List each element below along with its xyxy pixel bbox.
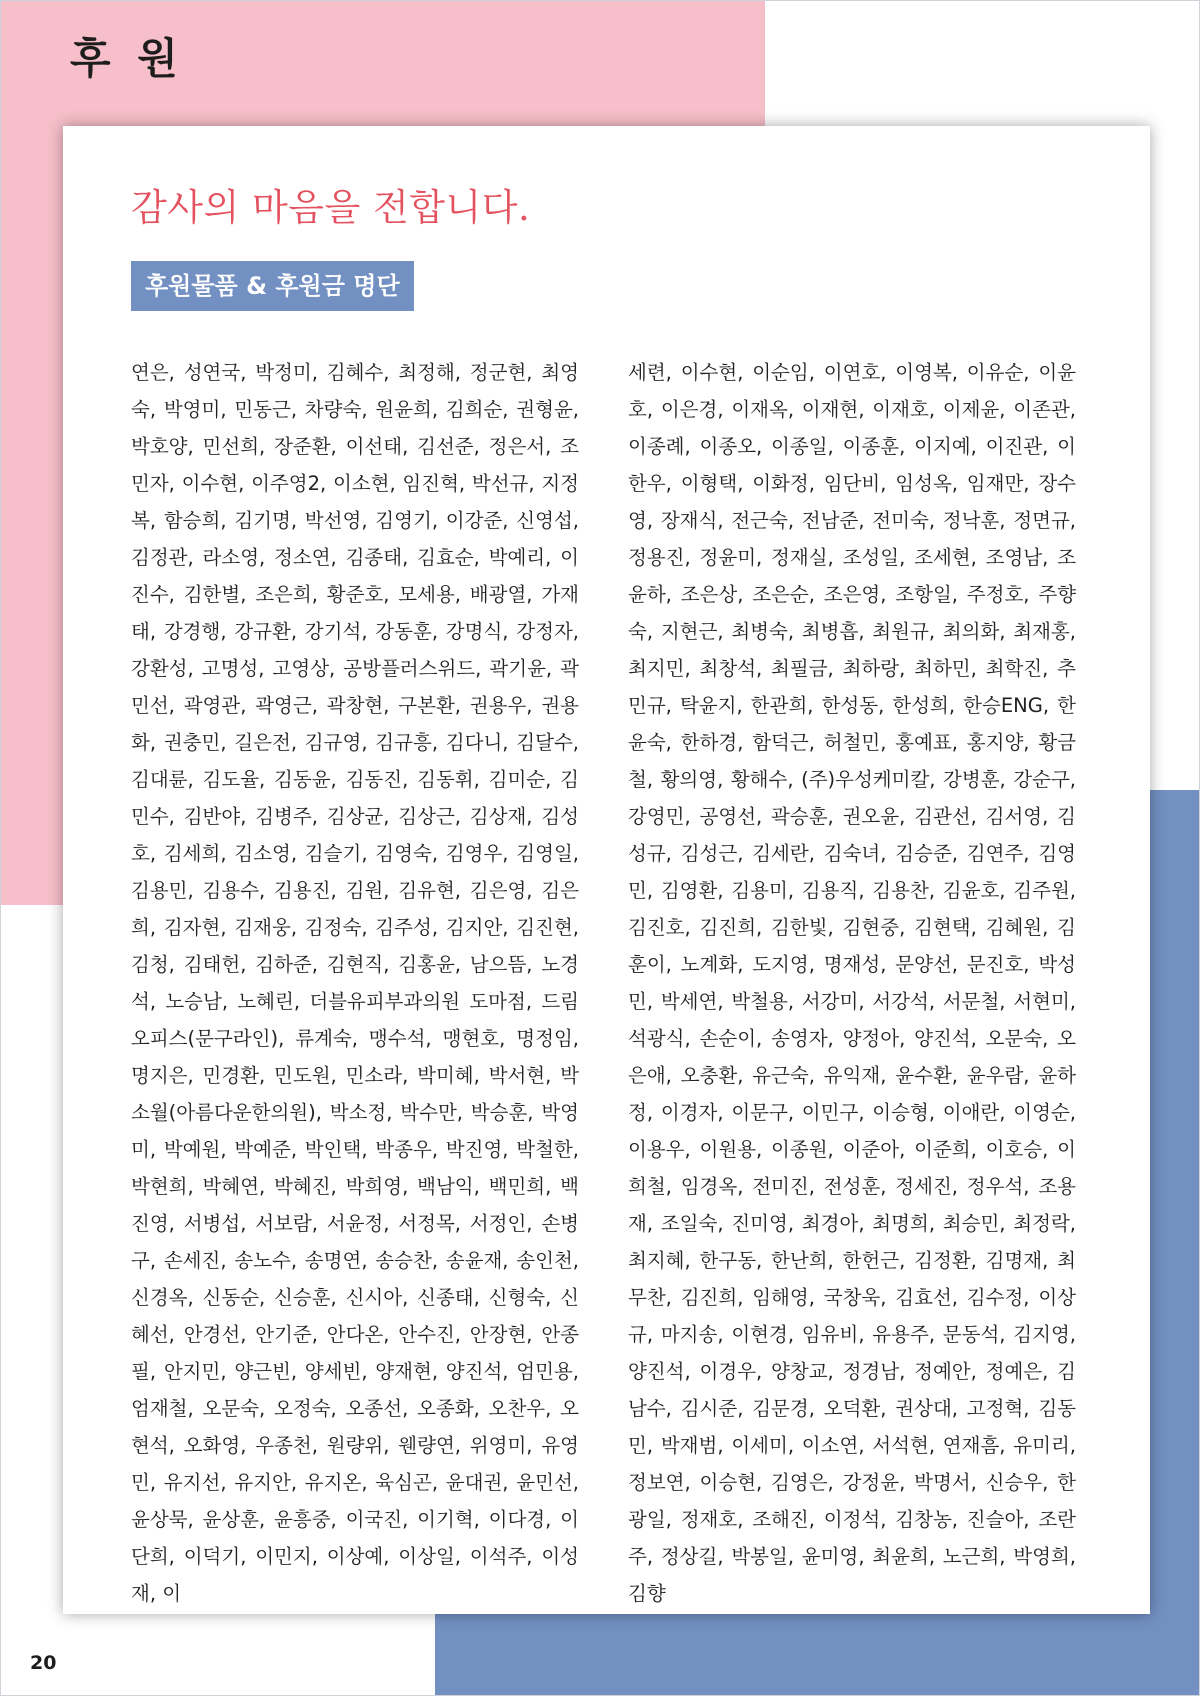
donor-list-left-column: 연은, 성연국, 박정미, 김혜수, 최정해, 정군현, 최영숙, 박영미, 민동근, 차량숙, 원윤희, 김희순, 권형윤, 박호양, 민선희, 장준환, 이선태, 김선준, 정은서, 조민자, 이수현, 이주영2, 이소현, 임진혁, 박선규, 지정복, 함승희, 김기명, 박선영, 김영기, 이강준, 신영섭, 김정관, 라소영, 정소연, 김종태, 김효순, 박예리, 이진수, 김한별, 조은희, 황준호, 모세용, 배광열, 가재태, 강경행, 강규환, 강기석, 강동훈, 강명식, 강정자, 강환성, 고명성, 고영상, 공방플러스위드, 곽기윤, 곽민선, 곽영관, 곽영근, 곽창현, 구본환, 권용우, 권용화, 권충민, 길은전, 김규영, 김규흥, 김다니, 김달수, 김대륜, 김도율, 김동윤, 김동진, 김동휘, 김미순, 김민수, 김반야, 김병주, 김상균, 김상근, 김상재, 김성호, 김세희, 김소영, 김슬기, 김영숙, 김영우, 김영일, 김용민, 김용수, 김용진, 김원, 김유현, 김은영, 김은희, 김자현, 김재웅, 김정숙, 김주성, 김지안, 김진현, 김청, 김태헌, 김하준, 김현직, 김홍윤, 남으뜸, 노경석, 노승남, 노혜린, 더블유피부과의원 도마점, 드림오피스(문구라인), 류계숙, 맹수석, 맹현호, 명정임, 명지은, 민경환, 민도원, 민소라, 박미혜, 박서현, 박소월(아름다운한의원), 박소정, 박수만, 박승훈, 박영미, 박예원, 박예준, 박인택, 박종우, 박진영, 박철한, 박현희, 박혜연, 박혜진, 박희영, 백남익, 백민희, 백진영, 서병섭, 서보람, 서윤정, 서정목, 서정인, 손병구, 손세진, 송노수, 송명연, 송승찬, 송윤재, 송인천, 신경옥, 신동순, 신승훈, 신시아, 신종태, 신형숙, 신혜선, 안경선, 안기준, 안다온, 안수진, 안장현, 안종필, 안지민, 양근빈, 양세빈, 양재현, 양진석, 엄민용, 엄재철, 오문숙, 오정숙, 오종선, 오종화, 오찬우, 오현석, 오화영, 우종천, 원량위, 웬량연, 위영미, 유영민, 유지선, 유지안, 유지온, 육심곤, 윤대권, 윤민선, 윤상묵, 윤상훈, 윤흥중, 이국진, 이기혁, 이다경, 이단희, 이덕기, 이민지, 이상예, 이상일, 이석주, 이성재, 이 xyxy=(131,361,579,1605)
headline: 감사의 마음을 전합니다. xyxy=(131,186,531,229)
donor-list-right-column: 세련, 이수현, 이순임, 이연호, 이영복, 이유순, 이윤호, 이은경, 이재옥, 이재현, 이재호, 이제윤, 이존관, 이종례, 이종오, 이종일, 이종훈, 이지예, 이진관, 이한우, 이형택, 이화정, 임단비, 임성옥, 임재만, 장수영, 장재식, 전근숙, 전남준, 전미숙, 정낙훈, 정면규, 정용진, 정윤미, 정재실, 조성일, 조세현, 조영남, 조윤하, 조은상, 조은순, 조은영, 조항일, 주정호, 주향숙, 지현근, 최병숙, 최병흡, 최원규, 최의화, 최재홍, 최지민, 최창석, 최필금, 최하랑, 최하민, 최학진, 추민규, 탁윤지, 한관희, 한성동, 한성희, 한승ENG, 한윤숙, 한하경, 함덕근, 허철민, 홍예표, 홍지양, 황금철, 황의영, 황해수, (주)우성케미칼, 강병훈, 강순구, 강영민, 공영선, 곽승훈, 권오윤, 김관선, 김서영, 김성규, 김성근, 김세란, 김숙녀, 김승준, 김연주, 김영민, 김영환, 김용미, 김용직, 김용찬, 김윤호, 김주원, 김진호, 김진희, 김한빛, 김현중, 김현택, 김혜원, 김훈이, 노계화, 도지영, 명재성, 문양선, 문진호, 박성민, 박세연, 박철용, 서강미, 서강석, 서문철, 서현미, 석광식, 손순이, 송영자, 양정아, 양진석, 오문숙, 오은애, 오충환, 유근숙, 유익재, 윤수환, 윤우람, 윤하정, 이경자, 이문구, 이민구, 이승형, 이애란, 이영순, 이용우, 이원용, 이종원, 이준아, 이준희, 이호승, 이희철, 임경옥, 전미진, 전성훈, 정세진, 정우석, 조용재, 조일숙, 진미영, 최경아, 최명희, 최승민, 최정락, 최지혜, 한구동, 한난희, 한헌근, 김정환, 김명재, 최무찬, 김진희, 임해영, 국창욱, 김효선, 김수정, 이상규, 마지송, 이현경, 임유비, 유용주, 문동석, 김지영, 양진석, 이경우, 양창교, 정경남, 정예안, 정예은, 김남수, 김시준, 김문경, 오덕환, 권상대, 고정혁, 김동민, 박재범, 이세미, 이소연, 서석현, 연재흠, 유미리, 정보연, 이승현, 김영은, 강정윤, 박명서, 신승우, 한광일, 정재호, 조해진, 이정석, 김창농, 진슬아, 조란주, 정상길, 박봉일, 윤미영, 최윤희, 노근희, 박영희, 김향 xyxy=(628,361,1076,1605)
donor-list-subtitle: 후원물품 & 후원금 명단 xyxy=(131,261,414,311)
page-number: 20 xyxy=(30,1652,57,1674)
section-title: 후 원 xyxy=(70,34,184,83)
content-card xyxy=(63,126,1150,1614)
